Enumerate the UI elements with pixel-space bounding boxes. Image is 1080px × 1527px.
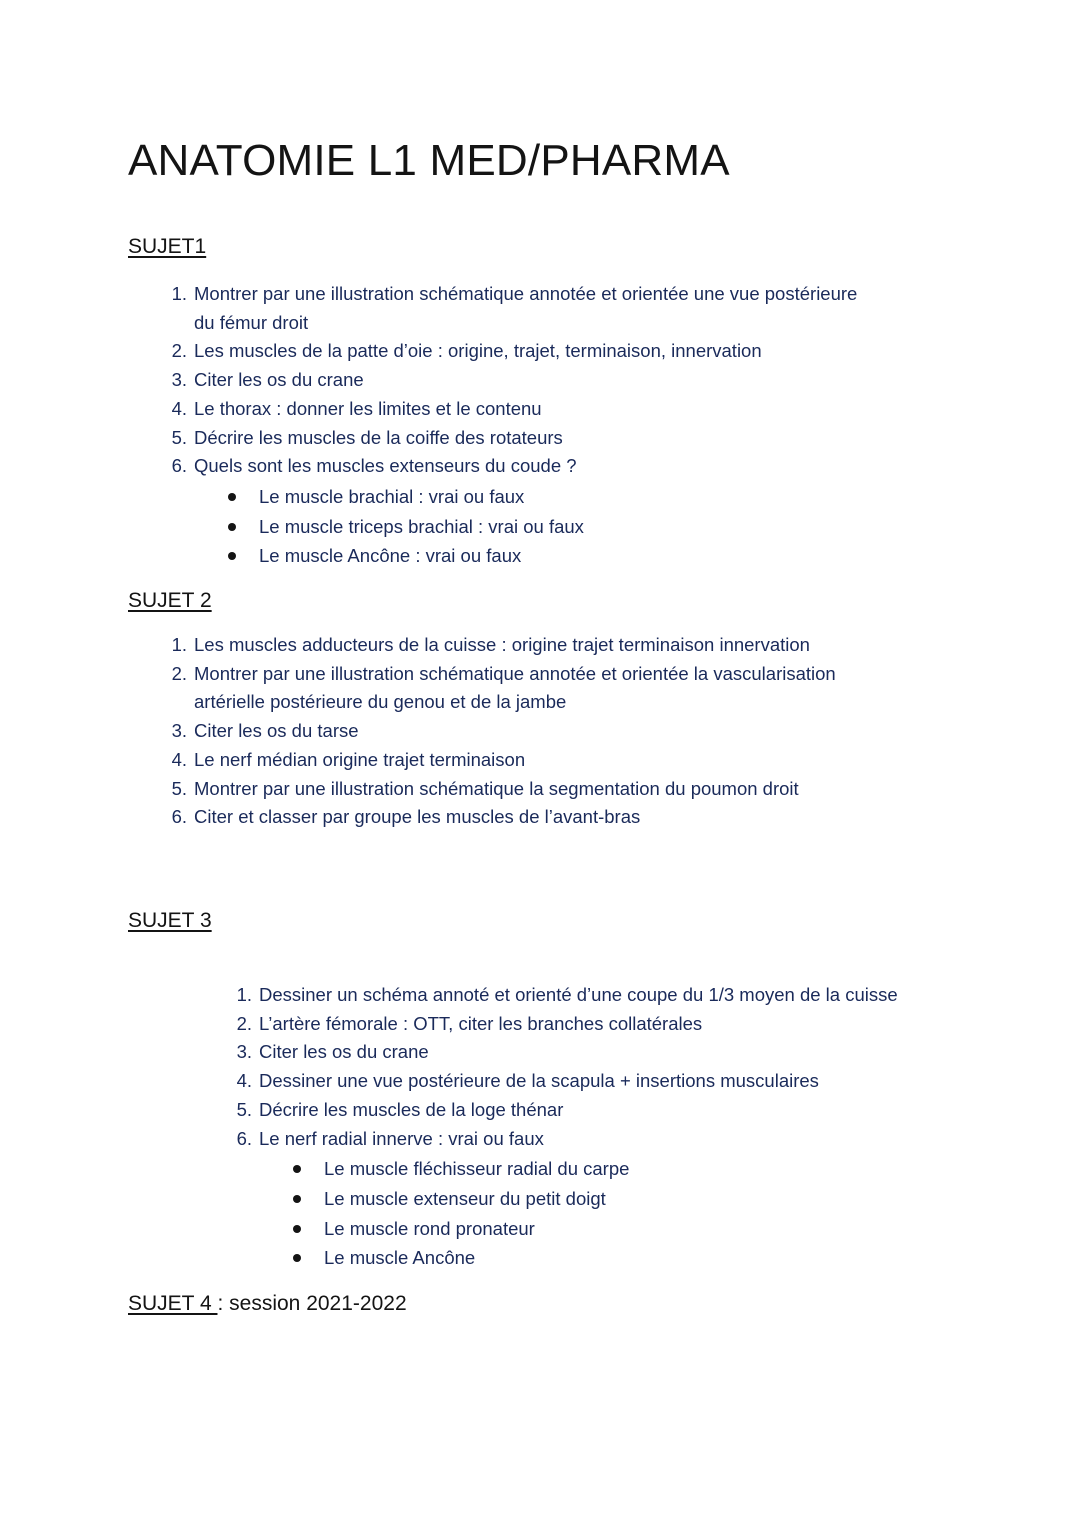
bullet-item: Le muscle extenseur du petit doigt xyxy=(324,1184,1039,1214)
list-item: 4. Le nerf médian origine trajet terminaison xyxy=(171,748,526,770)
bullet-item: Le muscle fléchisseur radial du carpe xyxy=(324,1154,1039,1184)
sujet1-bullet-list xyxy=(194,482,994,571)
bullet-item: Le muscle Ancône : vrai ou faux xyxy=(259,541,994,571)
list-item: 3. Citer les os du crane xyxy=(171,369,364,391)
sujet3-heading xyxy=(128,907,212,935)
bullet-item: Le muscle triceps brachial : vrai ou faux xyxy=(259,512,994,542)
sujet1-heading xyxy=(128,233,206,261)
sujet2-heading-text: SUJET 2 xyxy=(128,589,212,612)
bullet-dot-icon xyxy=(293,1254,301,1262)
bullet-dot-icon xyxy=(293,1225,301,1233)
list-item: 1. Dessiner un schéma annoté et orienté d’une coupe du 1/3 moyen de la cuisse xyxy=(236,984,898,1005)
sujet2-question-list xyxy=(171,631,994,832)
list-item: 6. Le nerf radial innerve : vrai ou faux Le muscle fléchisseur radial du carpe Le muscle extenseur du petit doigt Le muscle rond pronateur Le muscle Ancône xyxy=(259,1125,1039,1274)
list-item: 5. Montrer par une illustration schématique la segmentation du poumon droit xyxy=(171,777,799,799)
bullet-item: Le muscle brachial : vrai ou faux xyxy=(259,482,994,512)
list-item: 2. L’artère fémorale : OTT, citer les branches collatérales xyxy=(236,1012,703,1034)
list-item: 5. Décrire les muscles de la coiffe des rotateurs xyxy=(171,426,563,448)
page-title: ANATOMIE L1 MED/PHARMA xyxy=(128,136,730,185)
bullet-dot-icon xyxy=(228,552,236,560)
bullet-dot-icon xyxy=(293,1195,301,1203)
sujet3-bullet-list xyxy=(259,1154,1039,1273)
sujet1-heading-text: SUJET1 xyxy=(128,235,207,258)
sujet4-heading-text: SUJET 4 xyxy=(128,1292,218,1315)
sujet3-question-list xyxy=(236,981,1039,1273)
bullet-dot-icon xyxy=(293,1165,301,1173)
sujet4-session-text: : session 2021-2022 xyxy=(217,1292,407,1315)
bullet-dot-icon xyxy=(228,523,236,531)
list-item: 2. Les muscles de la patte d’oie : origine, trajet, terminaison, innervation xyxy=(171,340,762,362)
list-item: 1. Les muscles adducteurs de la cuisse : origine trajet terminaison innervation xyxy=(171,634,810,655)
sujet2-heading xyxy=(128,587,212,615)
bullet-item: Le muscle rond pronateur xyxy=(324,1214,1039,1244)
list-item: 4. Le thorax : donner les limites et le contenu xyxy=(171,397,542,419)
list-item: 3. Citer les os du crane xyxy=(236,1041,429,1063)
list-item: 2. Montrer par une illustration schématique annotée et orientée la vascularisation artérielle postérieure du genou et de la jambe xyxy=(171,662,836,713)
list-item: 4. Dessiner une vue postérieure de la scapula + insertions musculaires xyxy=(236,1070,819,1092)
list-item: 5. Décrire les muscles de la loge thénar xyxy=(236,1098,564,1120)
list-item: 6. Citer et classer par groupe les muscles de l’avant-bras xyxy=(171,806,641,828)
sujet4-heading xyxy=(128,1290,407,1318)
bullet-dot-icon xyxy=(228,493,236,501)
list-item: 3. Citer les os du tarse xyxy=(171,720,359,742)
sujet3-heading-text: SUJET 3 xyxy=(128,909,212,932)
sujet1-question-list xyxy=(171,280,994,571)
list-item: 6. Quels sont les muscles extenseurs du coude ? Le muscle brachial : vrai ou faux Le muscle triceps brachial : vrai ou faux Le muscle Ancône : vrai ou faux xyxy=(194,452,994,571)
list-item: 1. Montrer par une illustration schématique annotée et orientée une vue postérieure du fémur droit xyxy=(171,283,858,333)
bullet-item: Le muscle Ancône xyxy=(324,1243,1039,1273)
